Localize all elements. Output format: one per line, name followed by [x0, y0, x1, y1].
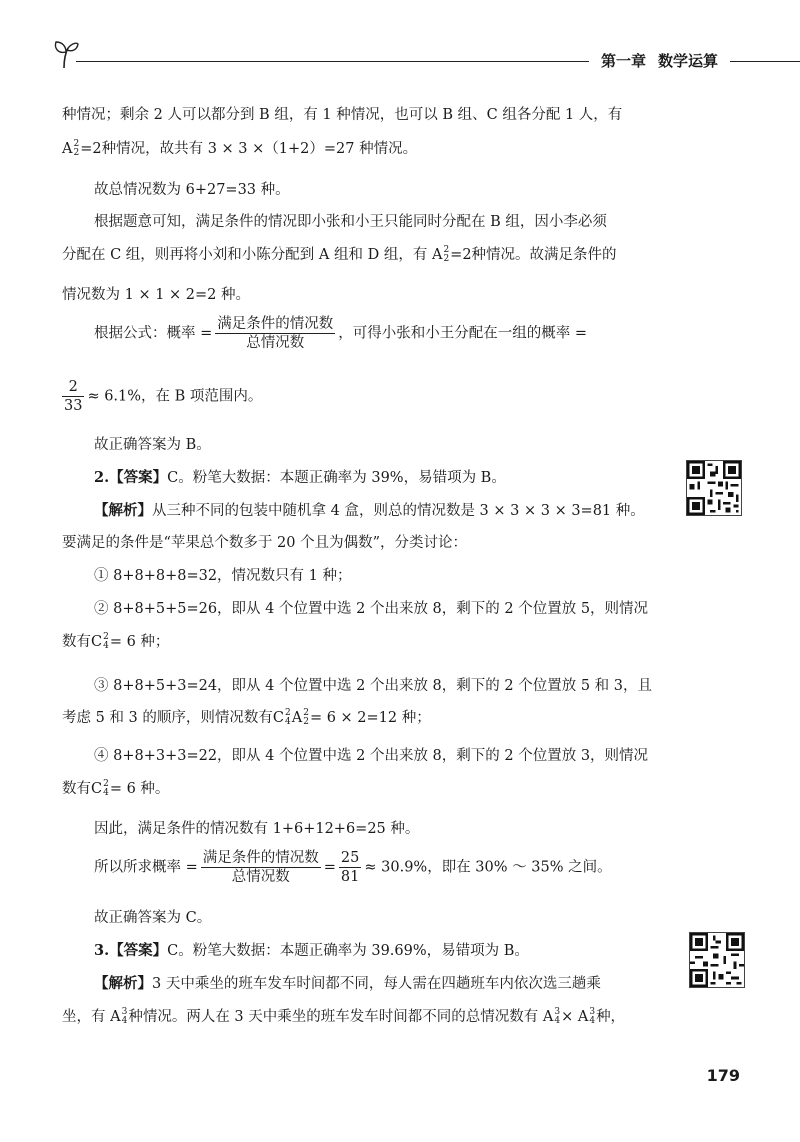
analysis-line: 【解析】从三种不同的包装中随机拿 4 盒，则总的情况数是 3 × 3 × 3 × 3=81 种。 [94, 502, 645, 519]
perm-scripts: 2 2 [73, 139, 80, 158]
perm-scripts: 2 2 [443, 245, 450, 264]
text-line: 分配在 C 组，则再将小刘和小陈分配到 A 组和 D 组，有 A 2 2 =2种情况。故满足条件的 [62, 245, 617, 264]
formula-line: $\frac{2}{33}$ ≈ 6.1%，在 B 项范围内。 [64, 379, 263, 414]
page-number: 179 [706, 1066, 740, 1085]
perm-scripts: 3 4 [589, 1007, 596, 1026]
fraction: $\frac{25}{81}$ [340, 850, 360, 885]
text-line: 故总情况数为 6+27=33 种。 [94, 182, 290, 198]
text-line: 考虑 5 和 3 的顺序，则情况数有C 2 4 A 2 2 = 6 × 2=12 种； [62, 708, 431, 727]
text-line: ① 8+8+8+8=32，情况数只有 1 种； [94, 568, 352, 584]
comb-scripts: 2 4 [284, 708, 291, 727]
text-line: 种情况；剩余 2 人可以都分到 B 组，有 1 种情况，也可以 B 组、C 组各分配 1 人，有 [62, 107, 623, 123]
chapter-label: 第一章 [600, 52, 646, 70]
text-line: 故正确答案为 B。 [94, 437, 211, 453]
answer-line: 3.【答案】C。粉笔大数据：本题正确率为 39.69%，易错项为 B。 [94, 942, 529, 959]
text-line: 坐，有 A 3 4 种情况。两人在 3 天中乘坐的班车发车时间都不同的总情况数有 A 3 4 × A 3 4 种， [62, 1007, 626, 1026]
comb-scripts: 2 4 [103, 779, 109, 798]
page-header [52, 40, 800, 80]
text-line: ④ 8+8+3+3=22，即从 4 个位置中选 2 个出来放 8，剩下的 2 个位置放 3，则情况 [94, 748, 649, 764]
fraction: $\frac{\text{满足条件的情况数}}{\text{总情况数}}$ [202, 850, 319, 885]
text-line: A 2 2 =2种情况，故共有 3 × 3 ×（1+2）=27 种情况。 [62, 139, 418, 158]
text-line: 要满足的条件是“苹果总个数多于 20 个且为偶数”，分类讨论： [62, 535, 467, 551]
text-line: 故正确答案为 C。 [94, 910, 212, 926]
fraction: $\frac{2}{33}$ [64, 379, 83, 414]
text-line: 情况数为 1 × 1 × 2=2 种。 [62, 287, 251, 303]
text-line: 数有C 2 4 = 6 种。 [62, 779, 170, 798]
chapter-name: 数学运算 [657, 52, 718, 70]
chapter-title [589, 50, 730, 71]
sprout-icon [52, 40, 80, 70]
answer-line: 2.【答案】C。粉笔大数据：本题正确率为 39%，易错项为 B。 [94, 469, 506, 486]
text-line: 数有C 2 4 = 6 种； [62, 632, 170, 651]
qr-code-icon[interactable] [686, 460, 742, 516]
comb-scripts: 2 4 [103, 632, 109, 651]
formula-line: 根据公式：概率 = $\frac{\text{满足条件的情况数}}{\text{总情况数}}$ ，可得小张和小王分配在一组的概率 = [94, 316, 588, 351]
text-line: ③ 8+8+5+3=24，即从 4 个位置中选 2 个出来放 8，剩下的 2 个位置放 5 和 3，且 [94, 678, 652, 694]
analysis-line: 【解析】3 天中乘坐的班车发车时间都不同，每人需在四趟班车内依次选三趟乘 [94, 975, 601, 992]
text-line: 因此，满足条件的情况数有 1+6+12+6=25 种。 [94, 821, 420, 837]
text-line: ② 8+8+5+5=26，即从 4 个位置中选 2 个出来放 8，剩下的 2 个位置放 5，则情况 [94, 601, 649, 617]
perm-scripts: 3 4 [121, 1007, 128, 1026]
perm-scripts: 3 4 [554, 1007, 561, 1026]
qr-code-icon[interactable] [689, 932, 745, 988]
perm-scripts: 2 2 [303, 708, 309, 727]
formula-line: 所以所求概率 = $\frac{\text{满足条件的情况数}}{\text{总情况数}}$ = $\frac{25}{81}$ ≈ 30.9%，即在 30% ～ 35% 之间。 [94, 850, 612, 885]
text-line: 根据题意可知，满足条件的情况即小张和小王只能同时分配在 B 组，因小李必须 [94, 214, 607, 230]
fraction: $\frac{\text{满足条件的情况数}}{\text{总情况数}}$ [217, 316, 334, 351]
